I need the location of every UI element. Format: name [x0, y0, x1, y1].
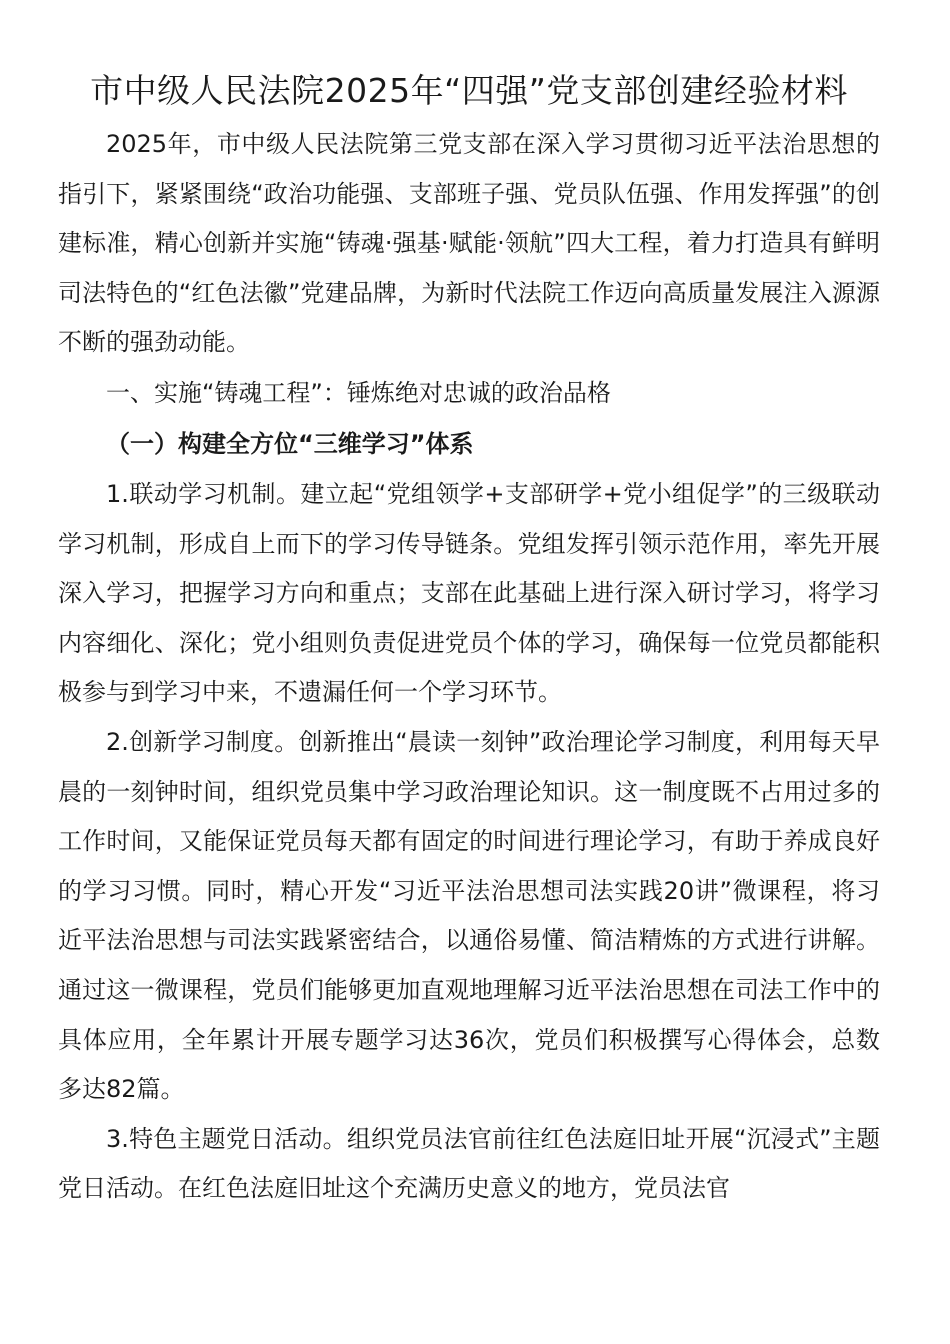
- paragraph-item-1: 1.联动学习机制。建立起“党组领学+支部研学+党小组促学”的三级联动学习机制，形成自上而下的学习传导链条。党组发挥引领示范作用，率先开展深入学习，把握学习方向和重点；支部在此基础上进行深入研讨学习，将学习内容细化、深化；党小组则负责促进党员个体的学习，确保每一位党员都能积极参与到学习中来，不遗漏任何一个学习环节。: [58, 479, 880, 707]
- document-title: 市中级人民法院2025年“四强”党支部创建经验材料: [90, 71, 848, 110]
- intro-paragraph: 2025年，市中级人民法院第三党支部在深入学习贯彻习近平法治思想的指引下，紧紧围绕“政治功能强、支部班子强、党员队伍强、作用发挥强”的创建标准，精心创新并实施“铸魂·强基·赋能·领航”四大工程，着力打造具有鲜明司法特色的“红色法徽”党建品牌，为新时代法院工作迈向高质量发展注入源源不断的强劲动能。: [58, 130, 880, 357]
- paragraph-item-2: 2.创新学习制度。创新推出“晨读一刻钟”政治理论学习制度，利用每天早晨的一刻钟时间，组织党员集中学习政治理论知识。这一制度既不占用过多的工作时间，又能保证党员每天都有固定的时间进行理论学习，有助于养成良好的学习习惯。同时，精心开发“习近平法治思想司法实践20讲”微课程，将习近平法治思想与司法实践紧密结合，以通俗易懂、简洁精炼的方式进行讲解。通过这一微课程，党员们能够更加直观地理解习近平法治思想在司法工作中的具体应用，全年累计开展专题学习达36次，党员们积极撰写心得体会，总数多达82篇。: [58, 727, 880, 1104]
- section-heading: 一、实施“铸魂工程”：锤炼绝对忠诚的政治品格: [106, 378, 611, 407]
- subsection-heading: （一）构建全方位“三维学习”体系: [106, 429, 474, 458]
- paragraph-item-3: 3.特色主题党日活动。组织党员法官前往红色法庭旧址开展“沉浸式”主题党日活动。在红色法庭旧址这个充满历史意义的地方，党员法官: [58, 1124, 880, 1203]
